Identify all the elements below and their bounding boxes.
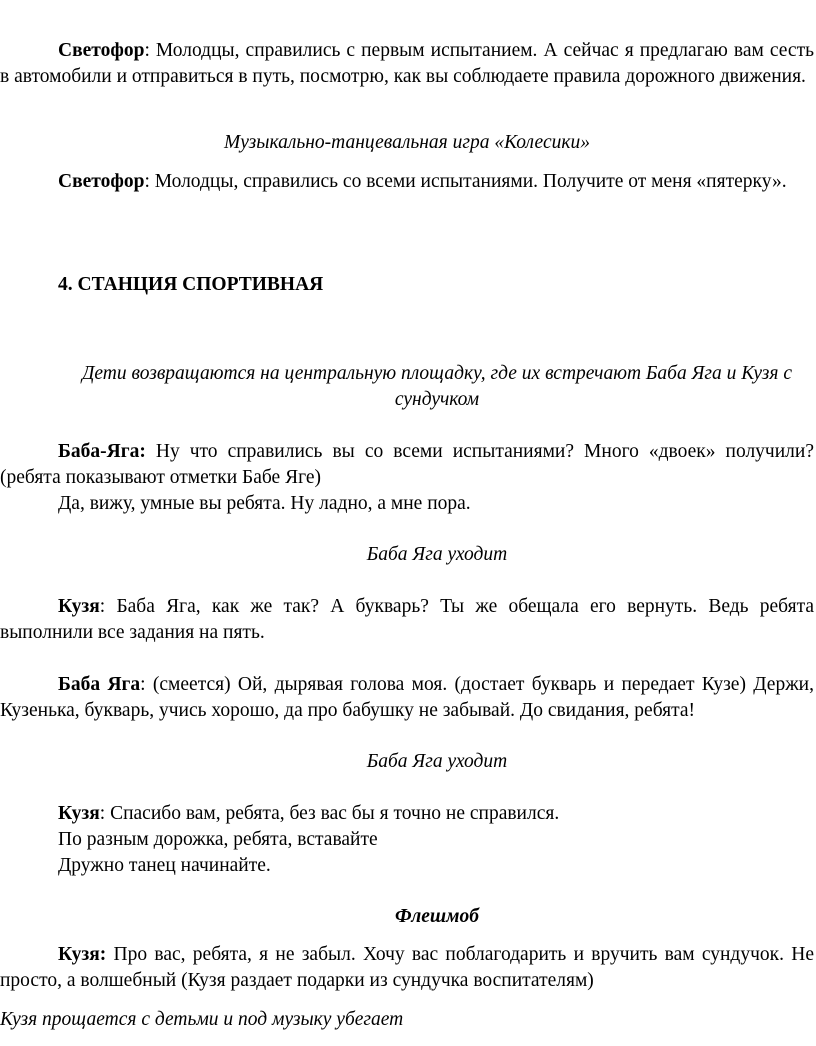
paragraph-text: Про вас, ребята, я не забыл. Хочу вас поблагодарить и вручить вам сундучок. Не просто, а волшебный (Кузя раздает подарки из сундучка воспитателям) bbox=[0, 944, 814, 991]
speaker-name: Кузя bbox=[58, 803, 100, 824]
section-heading: 4. СТАНЦИЯ СПОРТИВНАЯ bbox=[58, 274, 324, 295]
stage-direction-return: Дети возвращаются на центральную площадку, где их встречают Баба Яга и Кузя с сундучком bbox=[82, 363, 792, 410]
stage-direction-farewell: Кузя прощается с детьми и под музыку убегает bbox=[0, 1009, 404, 1030]
speaker-name: Светофор bbox=[58, 171, 145, 192]
stage-direction-music-game: Музыкально-танцевальная игра «Колесики» bbox=[224, 132, 590, 153]
speaker-name: Баба Яга bbox=[58, 674, 141, 695]
paragraph-line: Да, вижу, умные вы ребята. Ну ладно, а мне пора. bbox=[58, 493, 471, 514]
paragraph-kuzya-3 bbox=[0, 942, 814, 994]
paragraph-baba-yaga-1 bbox=[0, 439, 814, 491]
paragraph-text: : (смеется) Ой, дырявая голова моя. (достает букварь и передает Кузе) Держи, Кузенька, букварь, учись хорошо, да про бабушку не забывай. До свидания, ребята! bbox=[0, 674, 814, 721]
paragraph-text: : Молодцы, справились со всеми испытаниями. Получите от меня «пятерку». bbox=[144, 171, 787, 192]
paragraph-svetofor-2 bbox=[0, 169, 814, 195]
paragraph-text: : Спасибо вам, ребята, без вас бы я точно не справился. bbox=[99, 803, 560, 824]
paragraph-text: : Баба Яга, как же так? А букварь? Ты же обещала его вернуть. Ведь ребята выполнили все задания на пять. bbox=[0, 596, 814, 643]
paragraph-text: : Молодцы, справились с первым испытанием. А сейчас я предлагаю вам сесть в автомобили и отправиться в путь, посмотрю, как вы соблюдаете правила дорожного движения. bbox=[0, 40, 814, 87]
paragraph-line: По разным дорожка, ребята, вставайте bbox=[58, 829, 378, 850]
paragraph-text: Ну что справились вы со всеми испытаниями? Много «двоек» получили? (ребята показывают отметки Бабе Яге) bbox=[0, 441, 814, 488]
stage-direction-leaves-1: Баба Яга уходит bbox=[366, 544, 508, 565]
stage-direction-flashmob: Флешмоб bbox=[394, 906, 480, 927]
stage-direction-leaves-2: Баба Яга уходит bbox=[366, 751, 508, 772]
speaker-name: Баба-Яга: bbox=[58, 441, 146, 462]
speaker-name: Кузя: bbox=[58, 944, 107, 965]
paragraph-baba-yaga-2 bbox=[0, 672, 814, 724]
paragraph-kuzya-1 bbox=[0, 594, 814, 646]
paragraph-svetofor-1 bbox=[0, 38, 814, 90]
speaker-name: Светофор bbox=[58, 40, 145, 61]
paragraph-line: Дружно танец начинайте. bbox=[58, 855, 271, 876]
paragraph-kuzya-2 bbox=[0, 801, 814, 827]
speaker-name: Кузя bbox=[58, 596, 100, 617]
